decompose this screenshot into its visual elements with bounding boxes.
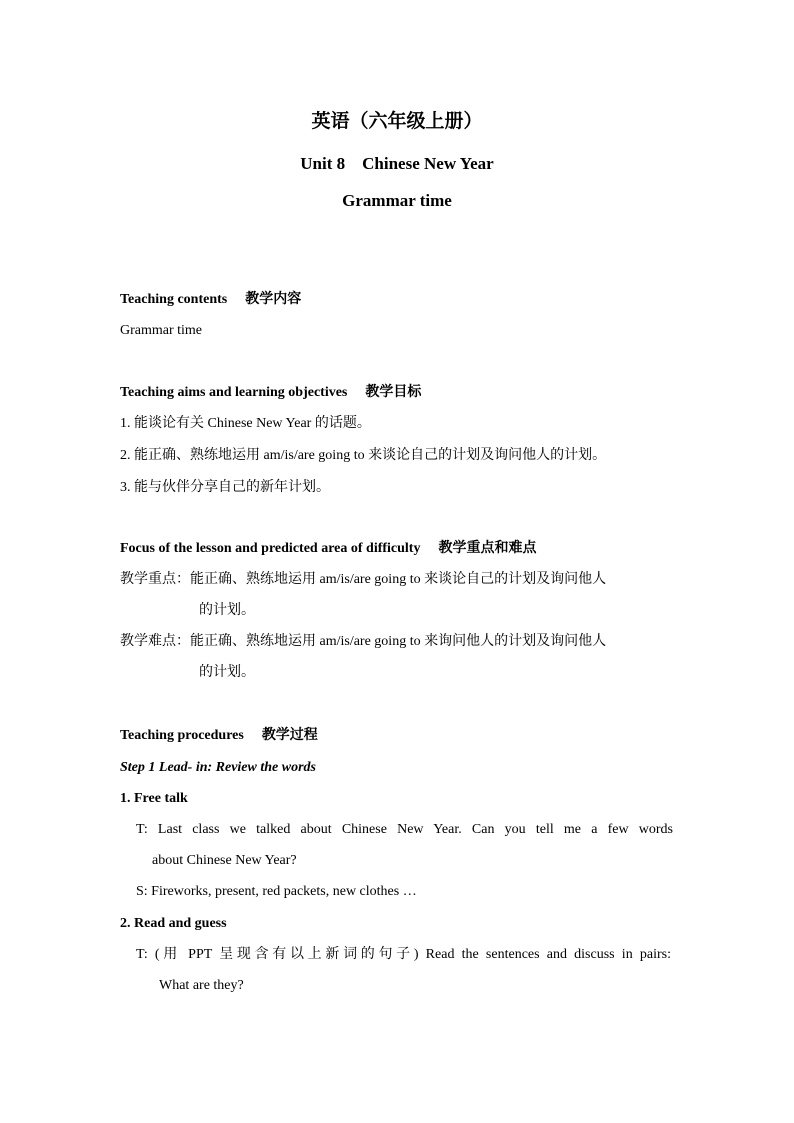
focus-heading-zh: 教学重点和难点 xyxy=(438,541,537,556)
aim-item: 3. 能与伙伴分享自己的新年计划。 xyxy=(120,480,330,495)
teacher-line-continuation: What are they? xyxy=(159,978,244,993)
contents-heading-zh: 教学内容 xyxy=(245,292,302,307)
procedures-heading-zh: 教学过程 xyxy=(261,728,318,743)
teacher-line: T: Last class we talked about Chinese New Year. Can you tell me a few words xyxy=(136,822,673,837)
aims-heading xyxy=(120,383,421,403)
procedures-heading-en: Teaching procedures xyxy=(120,728,244,743)
focus-heading-en: Focus of the lesson and predicted area of difficulty xyxy=(120,541,421,556)
focus-heading xyxy=(120,539,536,559)
contents-heading-en: Teaching contents xyxy=(120,292,228,307)
key-point-label: 教学重点： xyxy=(120,572,190,587)
contents-text: Grammar time xyxy=(120,323,203,338)
document-title: 英语（六年级上册） xyxy=(311,111,483,132)
sub-heading-read-guess: 2. Read and guess xyxy=(120,916,227,931)
aim-item: 1. 能谈论有关 Chinese New Year 的话题。 xyxy=(120,416,371,431)
lesson-title: Grammar time xyxy=(342,191,452,210)
teacher-line-continuation: about Chinese New Year? xyxy=(152,853,297,868)
aims-heading-zh: 教学目标 xyxy=(365,385,422,400)
difficulty-continuation: 的计划。 xyxy=(199,665,255,680)
sub-heading-free-talk: 1. Free talk xyxy=(120,791,188,806)
unit-title: Unit 8 Chinese New Year xyxy=(300,154,494,173)
difficulty-text: 能正确、熟练地运用 am/is/are going to 来询问他人的计划及询问他人 xyxy=(190,634,607,649)
difficulty-line xyxy=(120,632,606,652)
key-point-text: 能正确、熟练地运用 am/is/are going to 来谈论自己的计划及询问他人 xyxy=(190,572,607,587)
teacher-line: T: (用 PPT 呈现含有以上新词的句子) Read the sentences and discuss in pairs: xyxy=(136,947,671,962)
difficulty-label: 教学难点： xyxy=(120,634,190,649)
step-heading: Step 1 Lead- in: Review the words xyxy=(120,760,316,775)
contents-heading xyxy=(120,290,301,310)
aim-item: 2. 能正确、熟练地运用 am/is/are going to 来谈论自己的计划及询问他人的计划。 xyxy=(120,448,607,463)
key-point-continuation: 的计划。 xyxy=(199,603,255,618)
procedures-heading xyxy=(120,726,318,746)
key-point-line xyxy=(120,570,606,590)
student-line: S: Fireworks, present, red packets, new clothes … xyxy=(136,884,417,899)
aims-heading-en: Teaching aims and learning objectives xyxy=(120,385,348,400)
